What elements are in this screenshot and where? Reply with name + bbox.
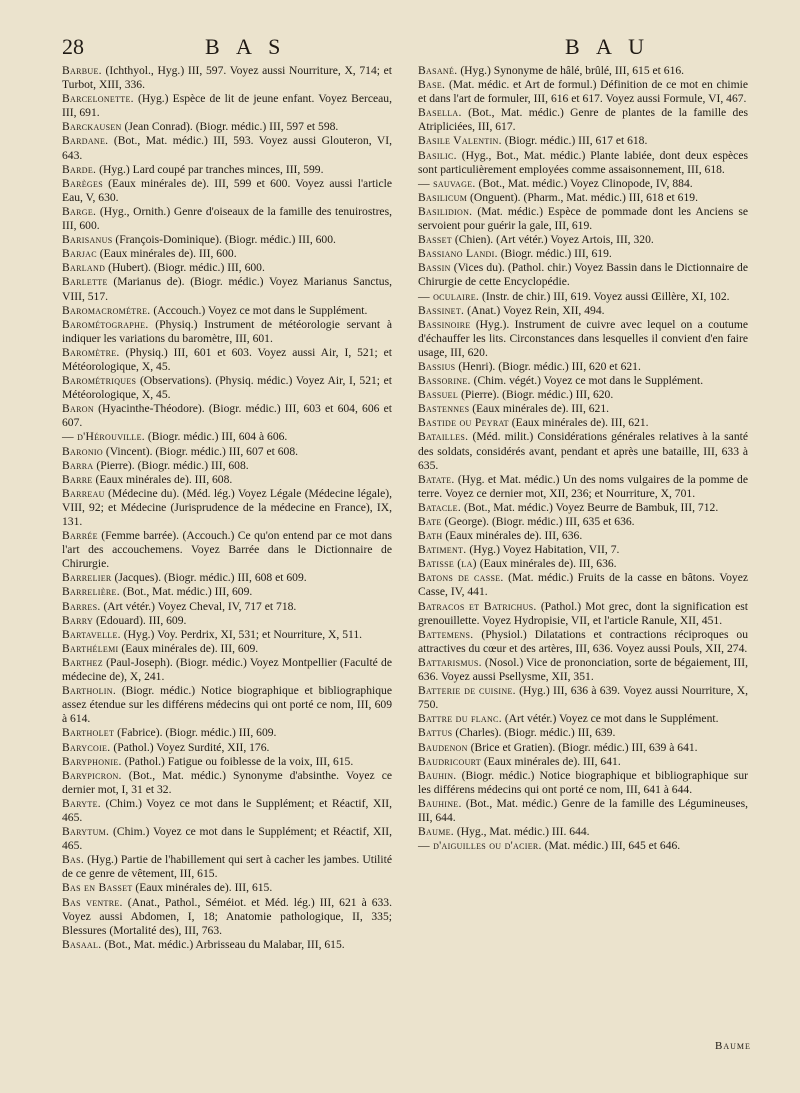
index-entry xyxy=(418,318,748,360)
entry-text: (Eaux minérales de). III, 621. xyxy=(472,402,610,416)
entry-term: Batacle. xyxy=(418,500,462,514)
index-entry xyxy=(418,177,748,191)
entry-term: Battemens. xyxy=(418,627,474,641)
entry-term: Bastennes xyxy=(418,402,470,416)
entry-text: (Mat. médic. et Art de formul.) Définition de ce mot en chimie et dans l'art de formuler, III, 616 et 617. Voyez aussi Formule, VI, 467. xyxy=(418,78,748,106)
entry-text: (Art vétér.) Voyez ce mot dans le Supplément. xyxy=(504,712,719,726)
index-entry xyxy=(62,797,392,825)
entry-term: Basilicum xyxy=(418,190,468,204)
index-entry xyxy=(418,374,748,388)
index-entry xyxy=(62,938,392,952)
entry-text: (Ichthyol., Hyg.) III, 597. Voyez aussi Nourriture, X, 714; et Turbot, XIII, 336. xyxy=(62,64,392,92)
index-entry xyxy=(62,881,392,895)
index-entry xyxy=(418,684,748,712)
entry-text: (Bot., Mat. médic.) Arbrisseau du Malabar, III, 615. xyxy=(104,937,345,951)
entry-text: (Pathol.) Voyez Surdité, XII, 176. xyxy=(113,740,270,754)
entry-text: (Art vétér.) Voyez Cheval, IV, 717 et 718. xyxy=(103,599,297,613)
entry-term: — sauvage. xyxy=(418,176,476,190)
entry-text: (Hyg.) Synonyme de hâlé, brûlé, III, 615 et 616. xyxy=(460,64,685,77)
entry-term: Bath xyxy=(418,529,443,543)
entry-term: Baryphonie. xyxy=(62,754,122,768)
index-entry xyxy=(418,261,748,289)
index-entry xyxy=(418,430,748,472)
entry-term: Battus xyxy=(418,726,453,740)
entry-term: Bas ventre. xyxy=(62,895,123,909)
entry-term: Batate. xyxy=(418,472,455,486)
index-entry xyxy=(418,839,748,853)
entry-text: (Hyg.) Lard coupé par tranches minces, III, 599. xyxy=(99,162,324,176)
entry-term: Bauhin. xyxy=(418,768,457,782)
index-entry xyxy=(418,247,748,261)
entry-text: (Paul-Joseph). (Biogr. médic.) Voyez Montpellier (Faculté de médecine de), X, 241. xyxy=(62,655,392,684)
index-entry xyxy=(418,557,748,571)
entry-text: (Médecine du). (Méd. lég.) Voyez Légale (Médecine légale), VIII, 92; et Médecine (Jurisprudence de la médecine en France), IX, 131. xyxy=(62,486,392,528)
index-entry xyxy=(418,656,748,684)
entry-text: (François-Dominique). (Biogr. médic.) III, 600. xyxy=(115,233,336,247)
index-entry xyxy=(418,543,748,557)
catchword: Baume xyxy=(715,1040,751,1052)
entry-text: (Hyg.) Voyez Habitation, VII, 7. xyxy=(469,543,620,557)
entry-term: Basset xyxy=(418,233,452,247)
entry-term: Bassinet. xyxy=(418,303,465,317)
entry-text: (Eaux minérales de). III, 615. xyxy=(135,881,273,895)
entry-term: Basané. xyxy=(418,64,458,77)
index-entry xyxy=(418,304,748,318)
entry-term: Bartholin. xyxy=(62,684,117,698)
entry-text: (Observations). (Physiq. médic.) Voyez Air, I, 521; et Météorologique, X, 45. xyxy=(62,374,393,402)
index-entry xyxy=(418,149,748,177)
entry-term: Barres. xyxy=(62,599,101,613)
entry-text: (Hyg.). Instrument de cuivre avec lequel on a coutume d'échauffer les lits. Circonstances dans lesquelles il convient d'en faire usage, III, 620. xyxy=(418,317,748,359)
entry-term: Bas. xyxy=(62,853,85,867)
entry-term: Base. xyxy=(418,78,446,92)
index-entry xyxy=(62,430,392,444)
entry-term: Barcelonette. xyxy=(62,92,134,106)
entry-text: (Bot., Mat. médic.) Genre de la famille des Légumineuses, III, 644. xyxy=(418,796,749,824)
entry-term: Barisanus xyxy=(62,233,113,247)
index-entry xyxy=(62,741,392,755)
entry-text: (Femme barrée). (Accouch.) Ce qu'on entend par ce mot dans l'art des accouchemens. Voyez Barrée dans le Dictionnaire de Chirurgie. xyxy=(62,529,392,571)
entry-term: Barycoie. xyxy=(62,740,111,754)
index-entry xyxy=(418,64,748,78)
entry-term: Barjac xyxy=(62,247,97,261)
entry-term: Bassuel xyxy=(418,388,459,402)
index-entry xyxy=(418,106,748,134)
entry-text: (Vices du). (Pathol. chir.) Voyez Bassin dans le Dictionnaire de Chirurgie de cette Encyclopédie. xyxy=(418,261,748,289)
entry-text: (Chim.) Voyez ce mot dans le Supplément; et Réactif, XII, 465. xyxy=(62,825,392,853)
entry-text: (Hyg.) Voy. Perdrix, XI, 531; et Nourriture, X, 511. xyxy=(123,627,363,641)
index-entry xyxy=(62,473,392,487)
entry-term: Bardane. xyxy=(62,134,109,148)
entry-text: (Hyg.) Partie de l'habillement qui sert à cacher les jambes. Utilité de ce genre de vêtement, III, 615. xyxy=(62,853,392,881)
entry-text: (Jean Conrad). (Biogr. médic.) III, 597 et 598. xyxy=(124,120,339,134)
entry-text: (Physiq.) III, 601 et 603. Voyez aussi Air, I, 521; et Météorologique, X, 45. xyxy=(62,345,392,373)
entry-term: Bassin xyxy=(418,261,451,275)
entry-text: (Eaux minérales de). III, 599 et 600. Voyez aussi l'article Eau, V, 630. xyxy=(62,176,393,204)
entry-term: Basilidion. xyxy=(418,204,473,218)
index-entry xyxy=(418,515,748,529)
entry-text: (Bot., Mat. médic.) Genre de plantes de la famille des Atripliciées, III, 617. xyxy=(418,106,748,134)
entry-text: (Eaux minérales de). III, 641. xyxy=(483,754,621,768)
entry-term: Batterie de cuisine. xyxy=(418,684,516,698)
index-entry xyxy=(62,755,392,769)
index-entry xyxy=(62,684,392,726)
entry-term: Bas en Basset xyxy=(62,881,133,895)
entry-term: Battarismus. xyxy=(418,655,482,669)
entry-term: Batailles. xyxy=(418,430,469,444)
entry-text: (Onguent). (Pharm., Mat. médic.) III, 618 et 619. xyxy=(470,190,698,204)
entry-text: (Physiol.) Dilatations et contractions réciproques ou attractives du cœur et des artères, III, 636. Voyez aussi Pouls, XII, 274. xyxy=(418,627,748,655)
index-entry xyxy=(418,741,748,755)
entry-text: (Hyacinthe-Théodore). (Biogr. médic.) III, 603 et 604, 606 et 607. xyxy=(62,402,392,430)
entry-term: Barthez xyxy=(62,655,103,669)
entry-term: Baryte. xyxy=(62,796,101,810)
entry-term: Barométographe. xyxy=(62,317,149,331)
index-entry xyxy=(62,304,392,318)
entry-term: Basile Valentin. xyxy=(418,134,502,148)
entry-term: Baudenon xyxy=(418,740,468,754)
entry-term: Barthélemi xyxy=(62,641,119,655)
entry-term: Baromètre. xyxy=(62,345,120,359)
entry-text: (Henri). (Biogr. médic.) III, 620 et 621. xyxy=(458,359,641,373)
entry-text: (Hyg.) Espèce de lit de jeune enfant. Voyez Berceau, III, 691. xyxy=(62,92,392,120)
entry-text: (Mat. médic.) Fruits de la casse en bâtons. Voyez Casse, IV, 441. xyxy=(418,571,748,599)
entry-text: (Biogr. médic.) III, 617 et 618. xyxy=(504,134,648,148)
entry-term: Bassius xyxy=(418,359,456,373)
left-column xyxy=(62,64,392,952)
entry-text: (Mat. médic.) III, 645 et 646. xyxy=(544,839,681,853)
index-entry xyxy=(62,64,392,92)
entry-term: Bassinoire xyxy=(418,317,471,331)
entry-text: (Hubert). (Biogr. médic.) III, 600. xyxy=(108,261,265,275)
entry-text: (Bot., Mat. médic.) Voyez Beurre de Bambuk, III, 712. xyxy=(463,500,719,514)
entry-term: Bassiano Landi. xyxy=(418,247,498,261)
entry-term: Barométriques xyxy=(62,374,137,388)
entry-text: (Pierre). (Biogr. médic.) III, 620. xyxy=(460,388,614,402)
entry-term: Basaal. xyxy=(62,937,102,951)
entry-term: Barland xyxy=(62,261,106,275)
index-entry xyxy=(62,177,392,205)
entry-term: Bate xyxy=(418,515,442,528)
entry-text: (Chien). (Art vétér.) Voyez Artois, III, 320. xyxy=(454,233,654,247)
index-entry xyxy=(418,571,748,599)
index-entry xyxy=(418,388,748,402)
entry-text: (Hyg.) III, 636 à 639. Voyez aussi Nourriture, X, 750. xyxy=(418,684,748,712)
entry-term: Barra xyxy=(62,458,94,472)
index-entry xyxy=(62,275,392,303)
index-entry xyxy=(62,628,392,642)
entry-term: Batiment. xyxy=(418,543,467,557)
index-entry xyxy=(418,628,748,656)
entry-term: Bassorine. xyxy=(418,374,471,388)
index-entry xyxy=(418,416,748,430)
entry-term: Barre xyxy=(62,472,93,486)
index-entry xyxy=(62,571,392,585)
entry-term: Basilic. xyxy=(418,148,457,162)
index-entry xyxy=(62,459,392,473)
entry-text: (Chim.) Voyez ce mot dans le Supplément; et Réactif, XII, 465. xyxy=(62,796,392,824)
entry-term: Batracos et Batrichus. xyxy=(418,599,537,613)
entry-term: Baronio xyxy=(62,444,103,458)
entry-term: Barytum. xyxy=(62,825,110,839)
entry-term: Barèges xyxy=(62,176,103,190)
index-entry xyxy=(62,600,392,614)
index-entry xyxy=(62,120,392,134)
entry-term: Barreau xyxy=(62,486,105,500)
entry-text: (Biogr. médic.) III, 604 à 606. xyxy=(147,430,288,444)
entry-text: (Eaux minérales de). III, 608. xyxy=(95,472,233,486)
entry-text: (Eaux minérales de). III, 609. xyxy=(121,641,259,655)
index-entry xyxy=(62,769,392,797)
entry-text: (Hyg., Mat. médic.) III. 644. xyxy=(456,825,590,839)
entry-term: Barypicron. xyxy=(62,768,122,782)
index-entry xyxy=(418,712,748,726)
entry-text: (George). (Biogr. médic.) III, 635 et 636. xyxy=(444,515,635,528)
index-entry xyxy=(418,205,748,233)
page-number: 28 xyxy=(62,34,84,59)
entry-term: Barrée xyxy=(62,529,98,543)
entry-text: (Anat., Pathol., Séméiot. et Méd. lég.) III, 621 à 633. Voyez aussi Abdomen, I, 18; Anatomie pathologique, II, 335; Blessures (Mortalité des), III, 763. xyxy=(62,895,393,937)
index-entry xyxy=(418,290,748,304)
left-running-title: B A S xyxy=(205,34,287,59)
index-entry xyxy=(62,247,392,261)
entry-term: Bartholet xyxy=(62,726,115,740)
entry-term: Batons de casse. xyxy=(418,571,504,585)
entry-text: (Biogr. médic.) Notice biographique et bibliographique sur les différens médecins qui ont porté ce nom, III, 641 à 644. xyxy=(418,768,748,796)
entry-text: (Bot., Mat. médic.) Synonyme d'absinthe. Voyez ce dernier mot, I, 31 et 32. xyxy=(62,768,392,796)
index-entry xyxy=(62,487,392,529)
entry-text: (Pathol.) Mot grec, dont la signification est grenouillette. Voyez Hydropisie, VII, et l'article Ranule, XII, 451. xyxy=(418,599,749,627)
entry-text: (Nosol.) Vice de prononciation, sorte de bégaiement, III, 636. Voyez aussi Psellysme, XII, 351. xyxy=(418,655,748,684)
entry-text: (Edouard). III, 609. xyxy=(95,613,187,627)
entry-term: Barry xyxy=(62,613,94,627)
index-entry xyxy=(62,642,392,656)
index-entry xyxy=(62,614,392,628)
entry-text: (Hyg., Ornith.) Genre d'oiseaux de la famille des tenuirostres, III, 600. xyxy=(62,204,392,233)
index-entry xyxy=(418,797,748,825)
entry-term: Batisse (la) xyxy=(418,557,477,571)
index-entry xyxy=(62,134,392,162)
entry-text: (Biogr. médic.) Notice biographique et bibliographique assez étendue sur les différens médecins qui ont porté ce nom, III, 609 à 614. xyxy=(62,684,392,726)
index-entry xyxy=(62,896,392,938)
entry-term: — d'Hérouville. xyxy=(62,430,146,444)
entry-term: Barge. xyxy=(62,204,97,218)
entry-text: (Méd. milit.) Considérations générales relatives à la santé des soldats, considérés avant, pendant et après une bataille, III, 633 à 635. xyxy=(418,430,748,472)
entry-term: Baume. xyxy=(418,825,454,839)
index-entry xyxy=(418,726,748,740)
right-running-title: B A U xyxy=(565,34,651,59)
entry-text: (Bot., Mat. médic.) III, 593. Voyez aussi Glouteron, VI, 643. xyxy=(62,134,392,162)
entry-term: Barde. xyxy=(62,162,97,176)
entry-text: (Instr. de chir.) III, 619. Voyez aussi Œillère, XI, 102. xyxy=(482,289,730,303)
entry-term: Barlette xyxy=(62,275,108,289)
entry-term: Baromacrométre. xyxy=(62,303,151,317)
index-entry xyxy=(418,402,748,416)
index-entry xyxy=(62,261,392,275)
index-entry xyxy=(62,402,392,430)
entry-text: (Charles). (Biogr. médic.) III, 639. xyxy=(455,726,616,740)
index-entry xyxy=(418,755,748,769)
entry-text: (Hyg. et Mat. médic.) Un des noms vulgaires de la pomme de terre. Voyez ce dernier mot, XII, 236; et Nourriture, X, 701. xyxy=(418,472,748,500)
index-entry xyxy=(418,233,748,247)
index-entry xyxy=(62,92,392,120)
index-entry xyxy=(62,825,392,853)
index-entry xyxy=(62,656,392,684)
entry-term: Baron xyxy=(62,402,94,416)
index-entry xyxy=(62,585,392,599)
index-entry xyxy=(418,529,748,543)
index-entry xyxy=(418,501,748,515)
right-column xyxy=(418,64,748,853)
index-entry xyxy=(418,360,748,374)
entry-term: Barbue. xyxy=(62,64,102,77)
index-entry xyxy=(418,600,748,628)
entry-text: (Pierre). (Biogr. médic.) III, 608. xyxy=(96,458,249,472)
entry-text: (Eaux minérales de). III, 636. xyxy=(445,529,583,543)
index-entry xyxy=(62,445,392,459)
entry-text: (Jacques). (Biogr. médic.) III, 608 et 609. xyxy=(114,571,307,585)
index-entry xyxy=(62,205,392,233)
entry-term: Bauhine. xyxy=(418,796,462,810)
entry-term: — d'aiguilles ou d'acier. xyxy=(418,839,542,853)
entry-text: (Chim. végét.) Voyez ce mot dans le Supplément. xyxy=(473,374,704,388)
index-entry xyxy=(418,769,748,797)
entry-text: (Bot., Mat. médic.) III, 609. xyxy=(122,585,253,599)
entry-text: (Eaux minérales de). III, 600. xyxy=(99,247,237,261)
index-entry xyxy=(62,233,392,247)
index-entry xyxy=(62,726,392,740)
entry-term: Battre du flanc. xyxy=(418,712,502,726)
entry-text: (Fabrice). (Biogr. médic.) III, 609. xyxy=(117,726,277,740)
index-entry xyxy=(62,374,392,402)
entry-term: Basella. xyxy=(418,106,462,120)
index-entry xyxy=(62,346,392,374)
entry-term: Bartavelle. xyxy=(62,627,121,641)
entry-text: (Marianus de). (Biogr. médic.) Voyez Marianus Sanctus, VIII, 517. xyxy=(62,275,392,303)
entry-term: Barrelier xyxy=(62,571,112,585)
entry-text: (Pathol.) Fatigue ou foiblesse de la voix, III, 615. xyxy=(124,754,354,768)
entry-term: Bastide ou Peyrat xyxy=(418,416,509,430)
entry-term: — oculaire. xyxy=(418,289,480,303)
entry-text: (Biogr. médic.) III, 619. xyxy=(500,247,612,261)
index-entry xyxy=(418,191,748,205)
entry-text: (Vincent). (Biogr. médic.) III, 607 et 608. xyxy=(105,444,299,458)
entry-text: (Physiq.) Instrument de météorologie servant à indiquer les variations du baromètre, III, 601. xyxy=(62,317,392,345)
index-entry xyxy=(418,78,748,106)
index-entry xyxy=(418,825,748,839)
entry-text: (Accouch.) Voyez ce mot dans le Supplément. xyxy=(153,303,368,317)
entry-text: (Brice et Gratien). (Biogr. médic.) III, 639 à 641. xyxy=(470,740,698,754)
index-entry xyxy=(62,163,392,177)
index-entry xyxy=(62,318,392,346)
entry-term: Barckausen xyxy=(62,120,122,134)
index-entry xyxy=(62,529,392,571)
entry-text: (Bot., Mat. médic.) Voyez Clinopode, IV, 884. xyxy=(478,176,693,190)
index-entry xyxy=(62,853,392,881)
entry-term: Barrelière. xyxy=(62,585,120,599)
index-entry xyxy=(418,473,748,501)
entry-text: (Eaux minérales de). III, 621. xyxy=(511,416,649,430)
entry-term: Baudricourt xyxy=(418,754,481,768)
entry-text: (Anat.) Voyez Rein, XII, 494. xyxy=(467,303,605,317)
running-head xyxy=(0,34,800,64)
entry-text: (Eaux minérales de). III, 636. xyxy=(479,557,617,571)
entry-text: (Hyg., Bot., Mat. médic.) Plante labiée, dont deux espèces sont particulièrement employées comme assaisonnement, III, 618. xyxy=(418,148,748,176)
index-entry xyxy=(418,134,748,148)
entry-text: (Mat. médic.) Espèce de pommade dont les Anciens se servoient pour guérir la gale, III, 619. xyxy=(418,204,748,233)
